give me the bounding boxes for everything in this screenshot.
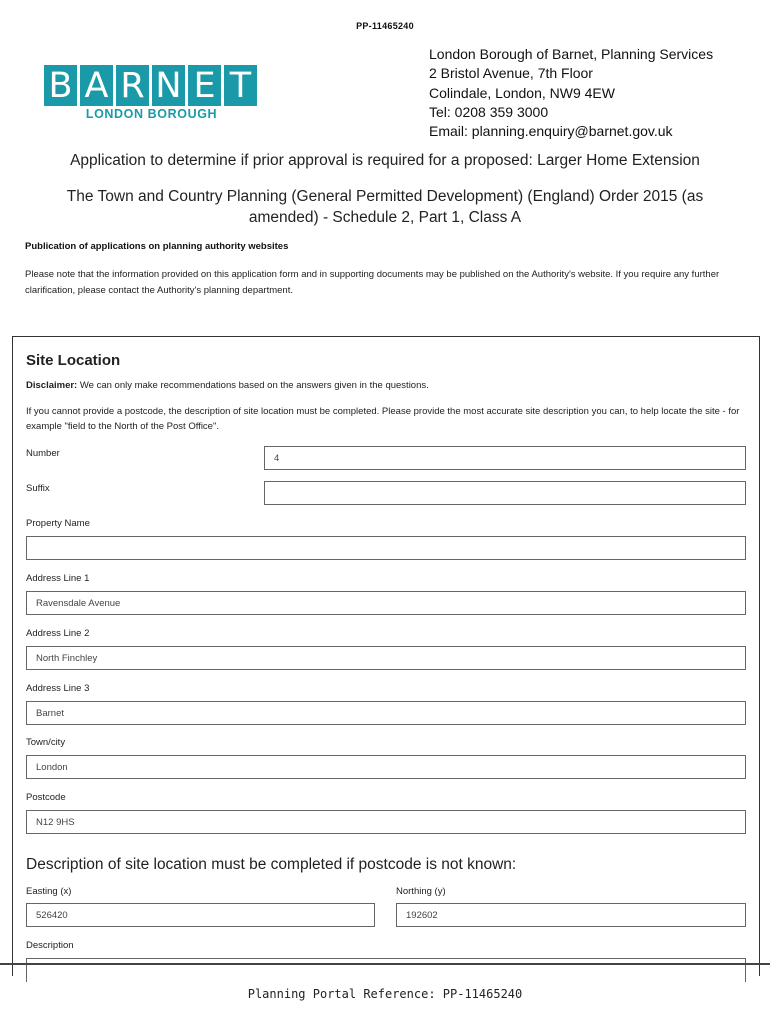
logo-letters bbox=[44, 65, 259, 106]
easting-label: Easting (x) bbox=[26, 886, 72, 897]
site-location-section bbox=[12, 336, 760, 976]
form-title: Application to determine if prior approval is required for a proposed: Larger Home Extension bbox=[70, 152, 700, 169]
logo-letter: A bbox=[80, 65, 113, 106]
town-label: Town/city bbox=[26, 737, 66, 748]
address-line-1-field[interactable]: Ravensdale Avenue bbox=[26, 591, 746, 615]
address-line-2-label: Address Line 2 bbox=[26, 628, 90, 639]
disclaimer-text: We can only make recommendations based on the answers given in the questions. bbox=[77, 380, 429, 391]
postcode-label: Postcode bbox=[26, 792, 66, 803]
address-line: 2 Bristol Avenue, 7th Floor bbox=[429, 65, 593, 82]
easting-field[interactable]: 526420 bbox=[26, 903, 375, 927]
logo-letter: R bbox=[116, 65, 149, 106]
address-line-1-label: Address Line 1 bbox=[26, 573, 90, 584]
number-label: Number bbox=[26, 448, 60, 459]
northing-label: Northing (y) bbox=[396, 886, 446, 897]
address-line-3-field[interactable]: Barnet bbox=[26, 701, 746, 725]
footer-reference: Planning Portal Reference: PP-11465240 bbox=[247, 987, 523, 1001]
town-field[interactable]: London bbox=[26, 755, 746, 779]
barnet-logo bbox=[44, 65, 259, 121]
logo-subtitle: LONDON BOROUGH bbox=[85, 107, 218, 121]
form-subtitle: The Town and Country Planning (General Permitted Development) (England) Order 2015 (as amended) - Schedule 2, Part 1, Class A bbox=[66, 188, 704, 226]
property-name-field[interactable] bbox=[26, 536, 746, 560]
page-break-line bbox=[0, 963, 770, 965]
postcode-field[interactable]: N12 9HS bbox=[26, 810, 746, 834]
number-field[interactable]: 4 bbox=[264, 446, 746, 470]
logo-letter: E bbox=[188, 65, 221, 106]
address-line-3-label: Address Line 3 bbox=[26, 683, 90, 694]
description-label: Description bbox=[26, 940, 74, 951]
address-phone: Tel: 0208 359 3000 bbox=[429, 103, 549, 120]
section-title: Site Location bbox=[26, 352, 121, 369]
logo-letter: T bbox=[224, 65, 257, 106]
publication-heading: Publication of applications on planning authority websites bbox=[25, 241, 289, 252]
property-name-label: Property Name bbox=[26, 518, 90, 529]
suffix-label: Suffix bbox=[26, 483, 50, 494]
address-email: Email: planning.enquiry@barnet.gov.uk bbox=[429, 123, 673, 140]
logo-letter: N bbox=[152, 65, 185, 106]
northing-field[interactable]: 192602 bbox=[396, 903, 746, 927]
council-address bbox=[429, 45, 713, 141]
address-line: London Borough of Barnet, Planning Services bbox=[429, 46, 714, 62]
logo-letter: B bbox=[44, 65, 77, 106]
address-line: Colindale, London, NW9 4EW bbox=[429, 84, 615, 101]
description-field[interactable] bbox=[26, 958, 746, 982]
suffix-field[interactable] bbox=[264, 481, 746, 505]
address-line-2-field[interactable]: North Finchley bbox=[26, 646, 746, 670]
disclaimer-label: Disclaimer: bbox=[26, 380, 78, 391]
description-heading: Description of site location must be completed if postcode is not known: bbox=[26, 856, 517, 873]
reference-header: PP-11465240 bbox=[356, 21, 414, 31]
disclaimer bbox=[26, 380, 429, 391]
publication-text: Please note that the information provided on this application form and in supporting documents may be published on the Authority's website. If you require any further clarification, please contact the Authority's planning department. bbox=[25, 269, 720, 296]
postcode-note: If you cannot provide a postcode, the description of site location must be completed. Please provide the most accurate site description you can, to help locate the site - for example "field to the North of the Post Office". bbox=[26, 406, 740, 432]
